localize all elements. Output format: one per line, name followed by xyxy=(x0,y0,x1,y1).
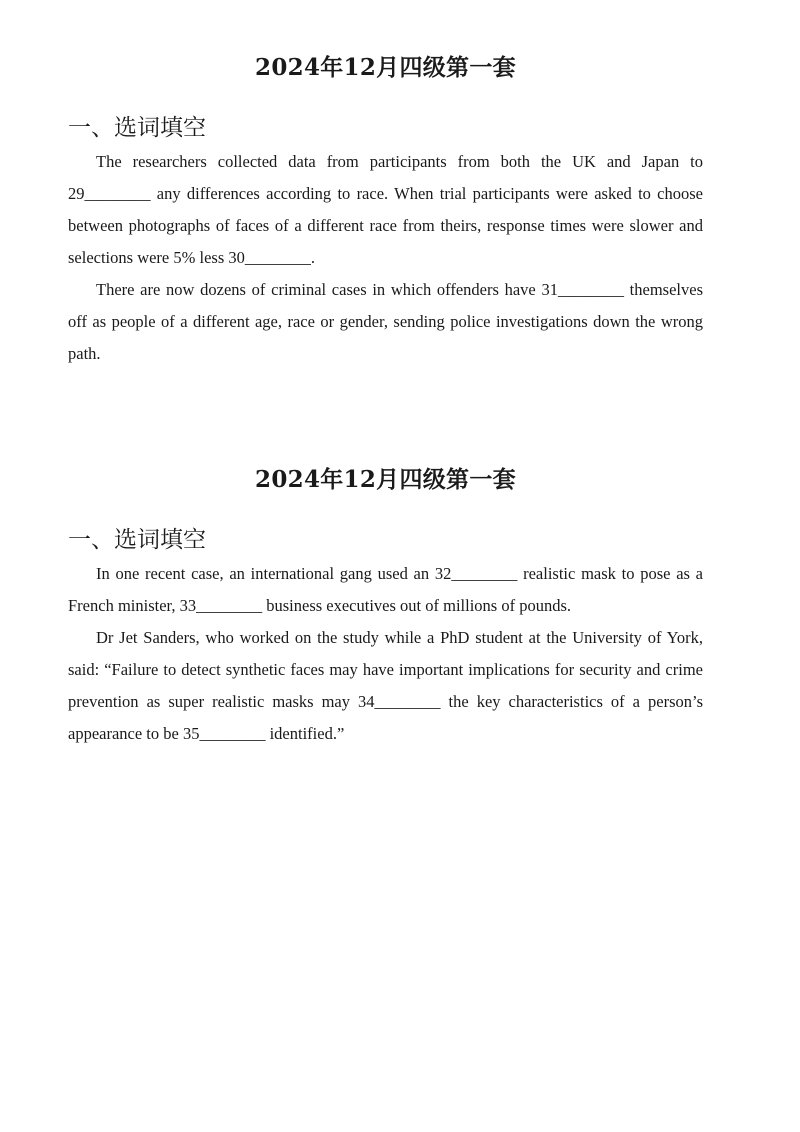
page-title: 2024年12月四级第一套 xyxy=(255,54,516,81)
section-heading: 一、选词填空 xyxy=(68,115,206,141)
paragraph: The researchers collected data from participants from both the UK and Japan to 29________ any differences according to race. When trial participants were asked to choose between photographs of faces of a different race from theirs, response times were slower and selections were 5% less 30________. xyxy=(68,152,703,267)
page-title: 2024年12月四级第一套 xyxy=(255,466,516,493)
section-1 xyxy=(68,50,703,370)
paragraph: There are now dozens of criminal cases in which offenders have 31________ themselves off as people of a different age, race or gender, sending police investigations down the wrong path. xyxy=(68,280,703,363)
paragraph: Dr Jet Sanders, who worked on the study while a PhD student at the University of York, said: “Failure to detect synthetic faces may have important implications for security and crime prevention as super realistic masks may 34________ the key characteristics of a person’s appearance to be 35________ identified.” xyxy=(68,628,703,743)
section-heading: 一、选词填空 xyxy=(68,527,206,553)
section-2 xyxy=(68,462,703,750)
paragraph: In one recent case, an international gang used an 32________ realistic mask to pose as a French minister, 33________ business executives out of millions of pounds. xyxy=(68,564,703,615)
